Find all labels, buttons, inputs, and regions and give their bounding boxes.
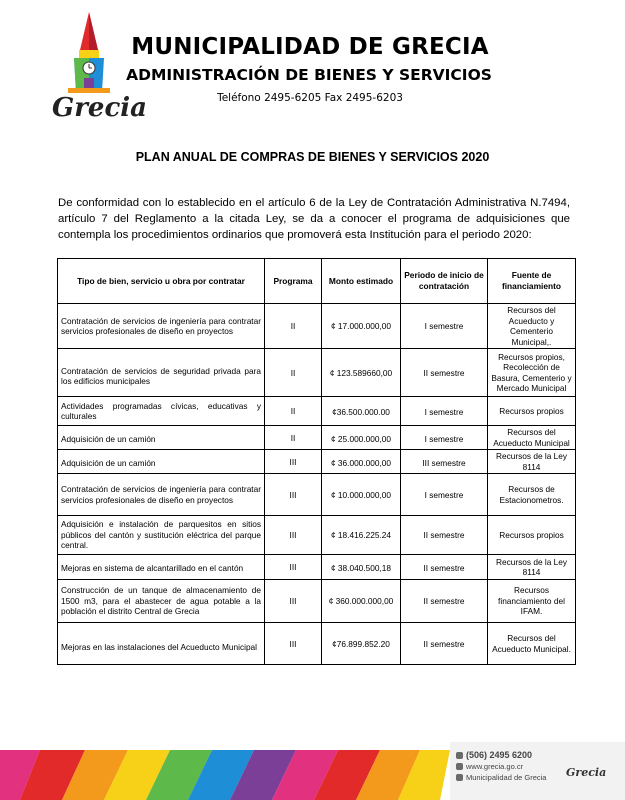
procurement-plan-table bbox=[57, 258, 576, 665]
cell-periodo: II semestre bbox=[401, 516, 488, 555]
cell-tipo: Construcción de un tanque de almacenamiento de 1500 m3, para el abastecer de agua potable a la población el distrito Central de Grecia bbox=[58, 580, 265, 623]
header-monto: Monto estimado bbox=[322, 259, 401, 304]
logo-wordmark: Grecia bbox=[52, 93, 147, 123]
cell-periodo: I semestre bbox=[401, 397, 488, 426]
facebook-icon bbox=[456, 774, 463, 781]
cell-monto: ¢ 17.000.000,00 bbox=[322, 304, 401, 349]
cell-fuente: Recursos de la Ley 8114 bbox=[488, 555, 576, 580]
intro-paragraph: De conformidad con lo establecido en el artículo 6 de la Ley de Contratación Administrativa N.7494, artículo 7 del Reglamento a la citada Ley, se da a conocer el programa de adquisiciones que contempla los procedimientos ordinarios que promoverá esta Institución para el periodo 2020: bbox=[58, 197, 570, 241]
table-row bbox=[58, 623, 576, 665]
table-row bbox=[58, 397, 576, 426]
header-tipo: Tipo de bien, servicio u obra por contratar bbox=[58, 259, 265, 304]
cell-fuente: Recursos de Estacionometros. bbox=[488, 474, 576, 516]
header-programa: Programa bbox=[265, 259, 322, 304]
footer-web-line bbox=[456, 761, 546, 772]
cell-fuente: Recursos propios, Recolección de Basura, Cementerio y Mercado Municipal bbox=[488, 349, 576, 397]
cell-monto: ¢36.500.000.00 bbox=[322, 397, 401, 426]
cell-periodo: II semestre bbox=[401, 580, 488, 623]
cell-periodo: I semestre bbox=[401, 426, 488, 450]
cell-tipo: Contratación de servicios de seguridad privada para los edificios municipales bbox=[58, 349, 265, 397]
cell-fuente: Recursos de la Ley 8114 bbox=[488, 450, 576, 474]
contact-phone-fax: Teléfono 2495-6205 Fax 2495-6203 bbox=[217, 92, 403, 104]
globe-icon bbox=[456, 763, 463, 770]
header-fuente: Fuente de financiamiento bbox=[488, 259, 576, 304]
department-subtitle: ADMINISTRACIÓN DE BIENES Y SERVICIOS bbox=[126, 66, 492, 84]
footer-contact bbox=[456, 750, 546, 783]
document-title: PLAN ANUAL DE COMPRAS DE BIENES Y SERVICIOS 2020 bbox=[135, 150, 490, 164]
table-row bbox=[58, 426, 576, 450]
cell-tipo: Mejoras en sistema de alcantarillado en el cantón bbox=[58, 555, 265, 580]
cell-programa: II bbox=[265, 426, 322, 450]
cell-periodo: III semestre bbox=[401, 450, 488, 474]
cell-monto: ¢ 36.000.000,00 bbox=[322, 450, 401, 474]
cell-periodo: II semestre bbox=[401, 349, 488, 397]
cell-fuente: Recursos del Acueducto Municipal bbox=[488, 426, 576, 450]
cell-programa: II bbox=[265, 397, 322, 426]
footer-facebook-line bbox=[456, 772, 546, 783]
municipality-logo bbox=[44, 10, 147, 123]
cell-programa: III bbox=[265, 474, 322, 516]
cell-programa: II bbox=[265, 304, 322, 349]
cell-tipo: Contratación de servicios de ingeniería para contratar servicios profesionales de diseño en proyectos bbox=[58, 304, 265, 349]
table-row bbox=[58, 516, 576, 555]
cell-fuente: Recursos propios bbox=[488, 397, 576, 426]
footer-web: www.grecia.go.cr bbox=[466, 762, 524, 771]
cell-monto: ¢ 18.416.225.24 bbox=[322, 516, 401, 555]
cell-programa: III bbox=[265, 450, 322, 474]
cell-periodo: II semestre bbox=[401, 555, 488, 580]
footer-phone: (506) 2495 6200 bbox=[466, 750, 533, 760]
cell-monto: ¢ 25.000.000,00 bbox=[322, 426, 401, 450]
cell-programa: III bbox=[265, 555, 322, 580]
cell-tipo: Adquisición e instalación de parquesitos en sitios públicos del cantón y sustitución eléctrica del parque central. bbox=[58, 516, 265, 555]
header-periodo: Periodo de inicio de contratación bbox=[401, 259, 488, 304]
footer-facebook: Municipalidad de Grecia bbox=[466, 773, 547, 782]
cell-periodo: II semestre bbox=[401, 623, 488, 665]
table-row bbox=[58, 555, 576, 580]
cell-fuente: Recursos del Acueducto Municipal. bbox=[488, 623, 576, 665]
cell-programa: II bbox=[265, 349, 322, 397]
cell-tipo: Adquisición de un camión bbox=[58, 450, 265, 474]
cell-monto: ¢ 10.000.000,00 bbox=[322, 474, 401, 516]
table-header-row bbox=[58, 259, 576, 304]
table-row bbox=[58, 580, 576, 623]
cell-monto: ¢76.899.852.20 bbox=[322, 623, 401, 665]
cell-fuente: Recursos financiamiento del IFAM. bbox=[488, 580, 576, 623]
cell-tipo: Actividades programadas cívicas, educativas y culturales bbox=[58, 397, 265, 426]
cell-fuente: Recursos propios bbox=[488, 516, 576, 555]
cell-tipo: Adquisición de un camión bbox=[58, 426, 265, 450]
municipality-title: MUNICIPALIDAD DE GRECIA bbox=[131, 34, 489, 60]
table-row bbox=[58, 304, 576, 349]
cell-programa: III bbox=[265, 580, 322, 623]
cell-programa: III bbox=[265, 516, 322, 555]
cell-monto: ¢ 38.040.500,18 bbox=[322, 555, 401, 580]
cell-monto: ¢ 360.000.000,00 bbox=[322, 580, 401, 623]
cell-periodo: I semestre bbox=[401, 304, 488, 349]
cell-programa: III bbox=[265, 623, 322, 665]
phone-icon bbox=[456, 752, 463, 759]
cell-tipo: Mejoras en las instalaciones del Acueducto Municipal bbox=[58, 623, 265, 665]
table-row bbox=[58, 474, 576, 516]
table-row bbox=[58, 349, 576, 397]
cell-fuente: Recursos del Acueducto y Cementerio Municipal,. bbox=[488, 304, 576, 349]
footer-logo: Grecia bbox=[566, 766, 607, 779]
cell-monto: ¢ 123.589660,00 bbox=[322, 349, 401, 397]
cell-tipo: Contratación de servicios de ingeniería para contratar servicios profesionales de diseño en proyectos bbox=[58, 474, 265, 516]
footer-phone-line bbox=[456, 750, 546, 761]
cell-periodo: I semestre bbox=[401, 474, 488, 516]
table-row bbox=[58, 450, 576, 474]
